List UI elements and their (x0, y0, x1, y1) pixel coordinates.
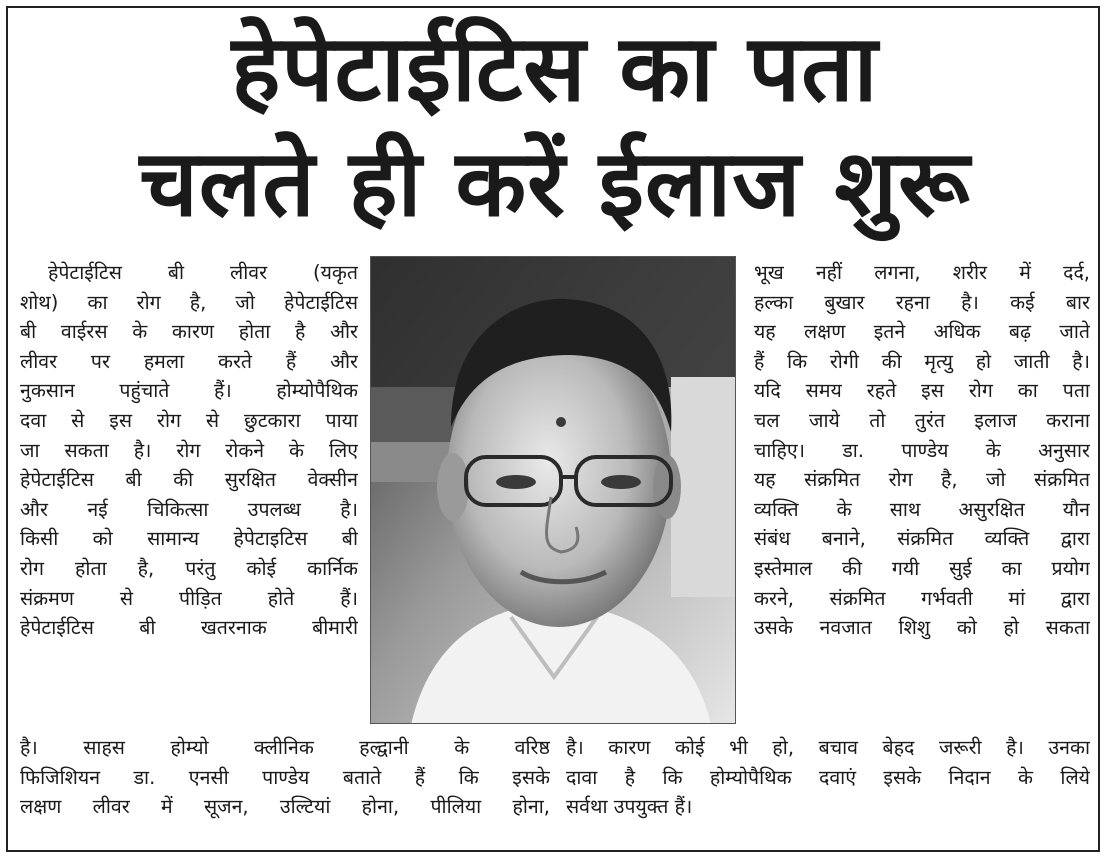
article-line: सर्वथा उपयुक्त हैं। (566, 795, 693, 819)
article-line: रोग होता है, परंतु कोई कार्निक (20, 556, 358, 580)
bottom-right-text (566, 733, 1090, 822)
article-line: है। कारण कोई भी हो, बचाव बेहद जरूरी है। उनका (566, 736, 1090, 759)
article-line: किसी को सामान्य हेपेटाइटिस बी (20, 527, 358, 551)
article-line: जा सकता है। रोग रोकने के लिए (20, 438, 358, 462)
article-line: इस्तेमाल की गयी सुई का प्रयोग (754, 556, 1090, 580)
article-line: चल जाये तो तुरंत इलाज कराना (754, 408, 1090, 432)
article-line: दवा से इस रोग से छुटकारा पाया (20, 408, 358, 432)
article-line: हैं कि रोगी की मृत्यु हो जाती है। (754, 349, 1090, 373)
bottom-left-text (20, 733, 550, 822)
article-line: व्यक्ति के साथ असुरक्षित यौन (754, 497, 1090, 521)
article-line: हेपेटाईटिस बी लीवर (यकृत (48, 261, 358, 284)
article-line: हेपेटाईटिस बी की सुरक्षित वेक्सीन (20, 468, 358, 492)
article-line: है। साहस होम्यो क्लीनिक हल्द्वानी के वरिष्ठ (20, 736, 550, 759)
article-line: करने, संक्रमित गर्भवती मां द्वारा (754, 586, 1090, 610)
article-line: उसके नवजात शिशु को हो सकता (754, 616, 1090, 640)
article-line: संक्रमण से पीड़ित होते हैं। (20, 586, 358, 610)
article-line: भूख नहीं लगना, शरीर में दर्द, (754, 261, 1090, 284)
article-line: लीवर पर हमला करते हैं और (20, 349, 358, 373)
article-line: दावा है कि होम्योपैथिक दवाएं इसके निदान के लिये (566, 765, 1090, 789)
article-line: यह लक्षण इतने अधिक बढ़ जाते (754, 320, 1090, 344)
article-line: बी वाईरस के कारण होता है और (20, 320, 358, 344)
article-line: फिजिशियन डा. एनसी पाण्डेय बताते हैं कि इसके (20, 765, 550, 789)
article-line: संबंध बनाने, संक्रमित व्यक्ति द्वारा (754, 527, 1090, 551)
article-line: नुकसान पहुंचाते हैं। होम्योपैथिक (20, 379, 358, 403)
left-column (20, 258, 358, 643)
article-line: यदि समय रहते इस रोग का पता (754, 379, 1090, 403)
headline-line-1: हेपेटाईटिस का पता (231, 15, 879, 122)
article-line: यह संक्रमित रोग है, जो संक्रमित (754, 468, 1090, 492)
article-line: हेपेटाईटिस बी खतरनाक बीमारी (20, 616, 358, 640)
article-line: शोथ) का रोग है, जो हेपेटाईटिस (20, 290, 358, 314)
right-column (754, 258, 1090, 643)
headline-line-2: चलते ही करें ईलाज शुरू (139, 130, 971, 237)
portrait-photo (370, 256, 736, 724)
article-line: लक्षण लीवर में सूजन, उल्टियां होना, पीलिया होना, (20, 795, 550, 819)
portrait-photo-icon (371, 257, 736, 724)
article-line: और नई चिकित्सा उपलब्ध है। (20, 497, 358, 521)
article-line: चाहिए। डा. पाण्डेय के अनुसार (754, 438, 1090, 462)
article-line: हल्का बुखार रहना है। कई बार (754, 290, 1090, 314)
